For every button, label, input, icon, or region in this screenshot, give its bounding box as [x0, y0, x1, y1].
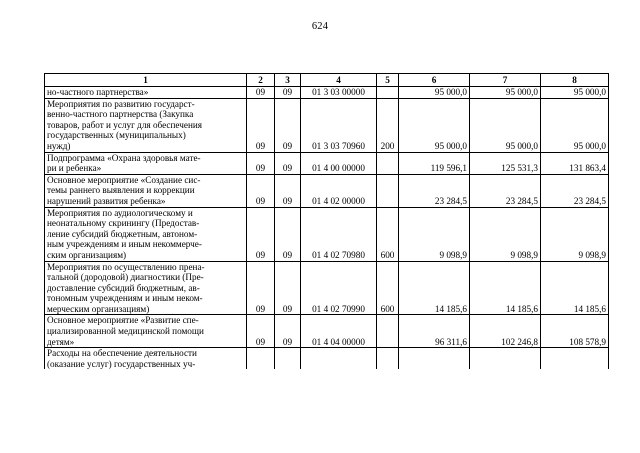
row-target-code: 01 4 02 00000 [301, 174, 377, 207]
row-expense-type [377, 315, 399, 348]
row-subsection: 09 [275, 315, 301, 348]
header-row [45, 74, 609, 87]
budget-table [44, 73, 609, 369]
row-section [247, 348, 275, 370]
row-section: 09 [247, 174, 275, 207]
row-target-code [301, 348, 377, 370]
header-col-6: 6 [399, 74, 470, 87]
header-col-5: 5 [377, 74, 399, 87]
row-expense-type [377, 152, 399, 174]
row-year1-amount: 9 098,9 [399, 207, 470, 261]
table-row [45, 315, 609, 348]
row-target-code: 01 4 04 00000 [301, 315, 377, 348]
row-year2-amount: 9 098,9 [470, 207, 541, 261]
row-name: Мероприятия по осуществлению прена- тальной (дородовой) диагностики (Пре- доставление субсидий бюджетным, ав- тономным учреждениям и иным неком- мерческим организациям) [45, 261, 247, 315]
table-row [45, 207, 609, 261]
row-year2-amount: 102 246,8 [470, 315, 541, 348]
row-year3-amount: 23 284,5 [541, 174, 609, 207]
page-number: 624 [311, 21, 329, 32]
header-col-2: 2 [247, 74, 275, 87]
row-expense-type: 600 [377, 261, 399, 315]
row-name: Мероприятия по аудиологическому и неонатальному скринингу (Предостав- ление субсидий бюджетным, автоном- ным учреждениям и иным некоммерче- ским организациям) [45, 207, 247, 261]
table-row [45, 261, 609, 315]
row-year1-amount: 95 000,0 [399, 98, 470, 152]
row-year3-amount: 131 863,4 [541, 152, 609, 174]
row-section: 09 [247, 315, 275, 348]
row-name: но-частного партнерства» [45, 87, 247, 99]
table-row [45, 87, 609, 99]
row-section: 09 [247, 152, 275, 174]
row-year2-amount: 23 284,5 [470, 174, 541, 207]
row-year3-amount: 9 098,9 [541, 207, 609, 261]
row-year2-amount: 125 531,3 [470, 152, 541, 174]
row-year1-amount: 23 284,5 [399, 174, 470, 207]
row-expense-type [377, 174, 399, 207]
row-expense-type: 200 [377, 98, 399, 152]
header-col-8: 8 [541, 74, 609, 87]
table-row [45, 348, 609, 370]
row-year2-amount: 95 000,0 [470, 87, 541, 99]
row-year1-amount: 14 185,6 [399, 261, 470, 315]
row-year2-amount [470, 348, 541, 370]
table-row [45, 98, 609, 152]
row-year1-amount: 119 596,1 [399, 152, 470, 174]
row-target-code: 01 4 00 00000 [301, 152, 377, 174]
row-expense-type [377, 348, 399, 370]
row-target-code: 01 3 03 00000 [301, 87, 377, 99]
row-target-code: 01 4 02 70980 [301, 207, 377, 261]
row-subsection: 09 [275, 174, 301, 207]
row-target-code: 01 4 02 70990 [301, 261, 377, 315]
row-year1-amount: 96 311,6 [399, 315, 470, 348]
row-year3-amount: 95 000,0 [541, 87, 609, 99]
row-subsection: 09 [275, 207, 301, 261]
table-row [45, 174, 609, 207]
row-section: 09 [247, 261, 275, 315]
row-name: Основное мероприятие «Развитие спе- циализированной медицинской помощи детям» [45, 315, 247, 348]
row-year3-amount [541, 348, 609, 370]
row-year2-amount: 95 000,0 [470, 98, 541, 152]
row-target-code: 01 3 03 70960 [301, 98, 377, 152]
row-name: Основное мероприятие «Создание сис- темы раннего выявления и коррекции нарушений развития ребенка» [45, 174, 247, 207]
header-col-7: 7 [470, 74, 541, 87]
row-name: Расходы на обеспечение деятельности (оказание услуг) государственных уч- [45, 348, 247, 370]
row-name: Мероприятия по развитию государст- венно-частного партнерства (Закупка товаров, работ и услуг для обеспечения государственных (муниципальных) нужд) [45, 98, 247, 152]
row-subsection: 09 [275, 98, 301, 152]
row-subsection: 09 [275, 261, 301, 315]
row-year3-amount: 95 000,0 [541, 98, 609, 152]
row-expense-type: 600 [377, 207, 399, 261]
row-year3-amount: 108 578,9 [541, 315, 609, 348]
header-col-4: 4 [301, 74, 377, 87]
row-expense-type [377, 87, 399, 99]
row-subsection: 09 [275, 87, 301, 99]
header-col-1: 1 [45, 74, 247, 87]
row-subsection [275, 348, 301, 370]
row-name: Подпрограмма «Охрана здоровья мате- ри и ребенка» [45, 152, 247, 174]
table-row [45, 152, 609, 174]
row-year1-amount [399, 348, 470, 370]
row-section: 09 [247, 87, 275, 99]
row-section: 09 [247, 98, 275, 152]
row-year2-amount: 14 185,6 [470, 261, 541, 315]
header-col-3: 3 [275, 74, 301, 87]
row-year1-amount: 95 000,0 [399, 87, 470, 99]
row-year3-amount: 14 185,6 [541, 261, 609, 315]
row-subsection: 09 [275, 152, 301, 174]
row-section: 09 [247, 207, 275, 261]
